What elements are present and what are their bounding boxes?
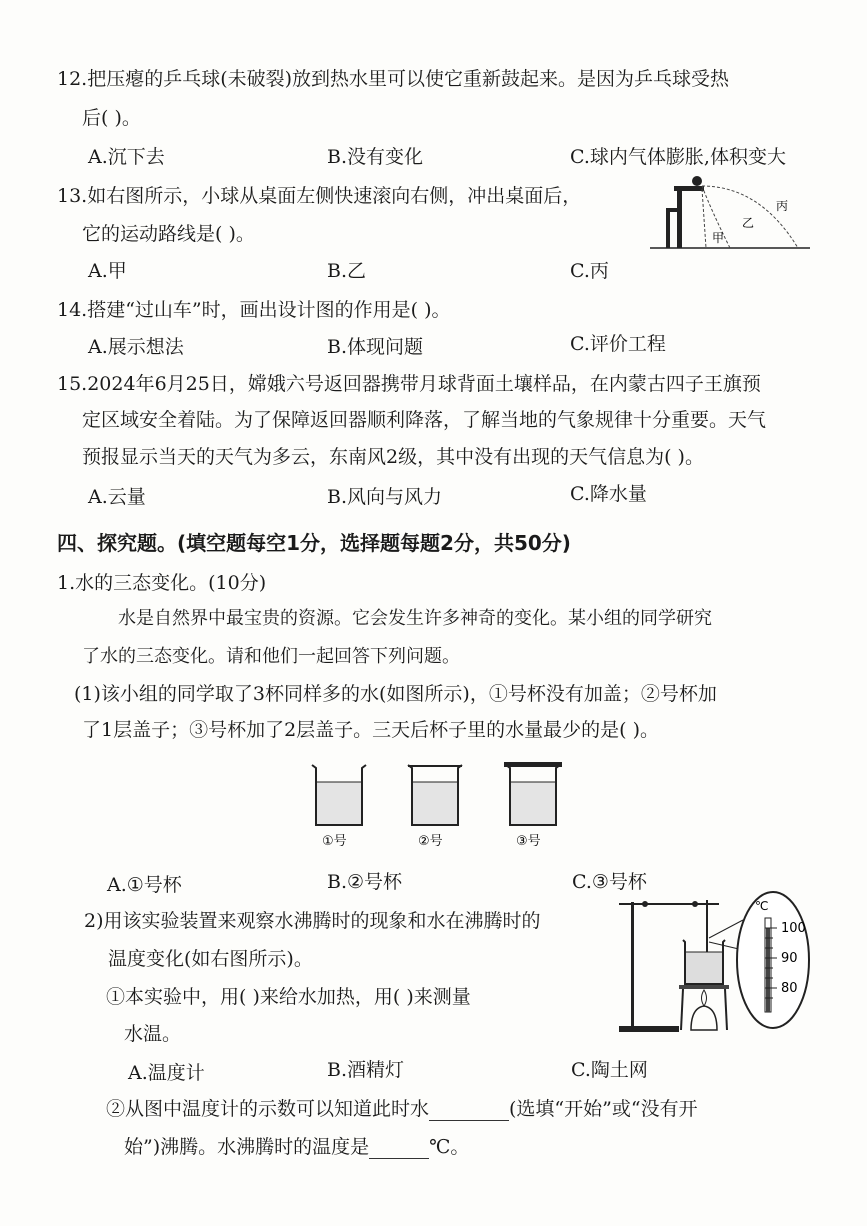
sub2-q1-line1: ①本实验中，用( )来给水加热，用( )来测量 bbox=[106, 986, 471, 1008]
q12-option-b[interactable]: B.没有变化 bbox=[327, 146, 424, 168]
q12-stem-line2: 后( )。 bbox=[82, 107, 141, 129]
q13-option-c[interactable]: C.丙 bbox=[570, 260, 609, 282]
answer-blank-boiling-state[interactable] bbox=[429, 1098, 509, 1121]
q12-option-c[interactable]: C.球内气体膨胀,体积变大 bbox=[570, 146, 786, 168]
q14-option-b[interactable]: B.体现问题 bbox=[327, 336, 424, 358]
cup-3-label: ③号 bbox=[516, 834, 541, 849]
q13-option-a[interactable]: A.甲 bbox=[88, 260, 127, 282]
q13-fig-label-jia: 甲 bbox=[712, 231, 725, 245]
problem-1-intro-line1: 水是自然界中最宝贵的资源。它会发生许多神奇的变化。某小组的同学研究 bbox=[118, 608, 712, 629]
sub2-q2-line2 bbox=[124, 1132, 469, 1159]
cup-1-icon bbox=[312, 765, 366, 825]
cup-1-label: ①号 bbox=[322, 834, 347, 849]
sub1-option-b[interactable]: B.②号杯 bbox=[327, 871, 403, 893]
three-cups-figure bbox=[300, 760, 570, 855]
q13-fig-label-bing: 丙 bbox=[776, 199, 789, 213]
thermo-tick-100: 100 bbox=[781, 921, 806, 936]
section-4-title: 四、探究题。(填空题每空1分，选择题每题2分，共50分) bbox=[57, 531, 571, 555]
sub2-q2-prefix: ②从图中温度计的示数可以知道此时水 bbox=[106, 1098, 430, 1120]
sub2-q2-line1 bbox=[106, 1094, 698, 1121]
q15-option-a[interactable]: A.云量 bbox=[88, 486, 146, 508]
q15-stem-line3: 预报显示当天的天气为多云，东南风2级，其中没有出现的天气信息为( )。 bbox=[82, 446, 704, 468]
boiling-apparatus-figure bbox=[615, 890, 845, 1040]
sub2-q2-line2-suffix: ℃。 bbox=[429, 1136, 470, 1158]
cup-3-icon bbox=[504, 762, 562, 825]
q15-stem-line2: 定区域安全着陆。为了保障返回器顺利降落，了解当地的气象规律十分重要。天气 bbox=[82, 409, 767, 431]
sub1-option-a[interactable]: A.①号杯 bbox=[107, 874, 182, 896]
alcohol-lamp-icon bbox=[691, 990, 717, 1030]
q15-option-c[interactable]: C.降水量 bbox=[570, 483, 647, 505]
stand-rod bbox=[631, 902, 634, 1028]
thermo-unit: ℃ bbox=[755, 899, 769, 913]
q13-stem-line1: 13.如右图所示，小球从桌面左侧快速滚向右侧，冲出桌面后， bbox=[57, 185, 582, 207]
q13-stem-line2: 它的运动路线是( )。 bbox=[82, 223, 255, 245]
sub1-stem-line2: 了1层盖子；③号杯加了2层盖子。三天后杯子里的水量最少的是( )。 bbox=[82, 719, 660, 741]
q14-option-c[interactable]: C.评价工程 bbox=[570, 333, 666, 355]
q13-fig-label-yi: 乙 bbox=[742, 216, 755, 230]
cup-2-icon bbox=[408, 765, 462, 825]
cup-2-label: ②号 bbox=[418, 834, 443, 849]
answer-blank-boiling-temp[interactable] bbox=[369, 1136, 429, 1159]
q15-stem-line1: 15.2024年6月25日，嫦娥六号返回器携带月球背面土壤样品，在内蒙古四子王旗预 bbox=[57, 373, 761, 395]
thermo-tick-90: 90 bbox=[781, 951, 798, 966]
problem-1-intro-line2: 了水的三态变化。请和他们一起回答下列问题。 bbox=[82, 646, 460, 667]
sub2-stem-line1: 2)用该实验装置来观察水沸腾时的现象和水在沸腾时的 bbox=[84, 910, 541, 932]
q12-stem-line1: 12.把压瘪的乒乓球(未破裂)放到热水里可以使它重新鼓起来。是因为乒乓球受热 bbox=[57, 68, 730, 90]
sub2-option-b[interactable]: B.酒精灯 bbox=[327, 1059, 405, 1081]
q14-stem: 14.搭建“过山车”时，画出设计图的作用是( )。 bbox=[57, 299, 451, 321]
sub2-option-c[interactable]: C.陶土网 bbox=[571, 1059, 648, 1081]
problem-1-title: 1.水的三态变化。(10分) bbox=[57, 572, 267, 594]
sub2-q2-suffix: (选填“开始”或“没有开 bbox=[509, 1098, 698, 1120]
sub1-option-c[interactable]: C.③号杯 bbox=[572, 871, 647, 893]
sub1-stem-line1: (1)该小组的同学取了3杯同样多的水(如图所示)，①号杯没有加盖；②号杯加 bbox=[74, 683, 717, 705]
q13-option-b[interactable]: B.乙 bbox=[327, 260, 367, 282]
thermo-tick-80: 80 bbox=[781, 981, 798, 996]
sub2-stem-line2: 温度变化(如右图所示)。 bbox=[108, 948, 313, 970]
gauze-icon bbox=[679, 985, 729, 989]
q15-option-b[interactable]: B.风向与风力 bbox=[327, 486, 443, 508]
sub2-q2-line2-prefix: 始”)沸腾。水沸腾时的温度是 bbox=[124, 1136, 370, 1158]
thermometer-scale-callout bbox=[737, 892, 809, 1028]
sub2-option-a[interactable]: A.温度计 bbox=[128, 1062, 205, 1084]
q13-ball-table-figure bbox=[650, 172, 815, 252]
stand-base bbox=[619, 1026, 679, 1032]
q14-option-a[interactable]: A.展示想法 bbox=[88, 336, 184, 358]
q12-option-a[interactable]: A.沉下去 bbox=[88, 146, 165, 168]
sub2-q1-line2: 水温。 bbox=[124, 1023, 182, 1045]
